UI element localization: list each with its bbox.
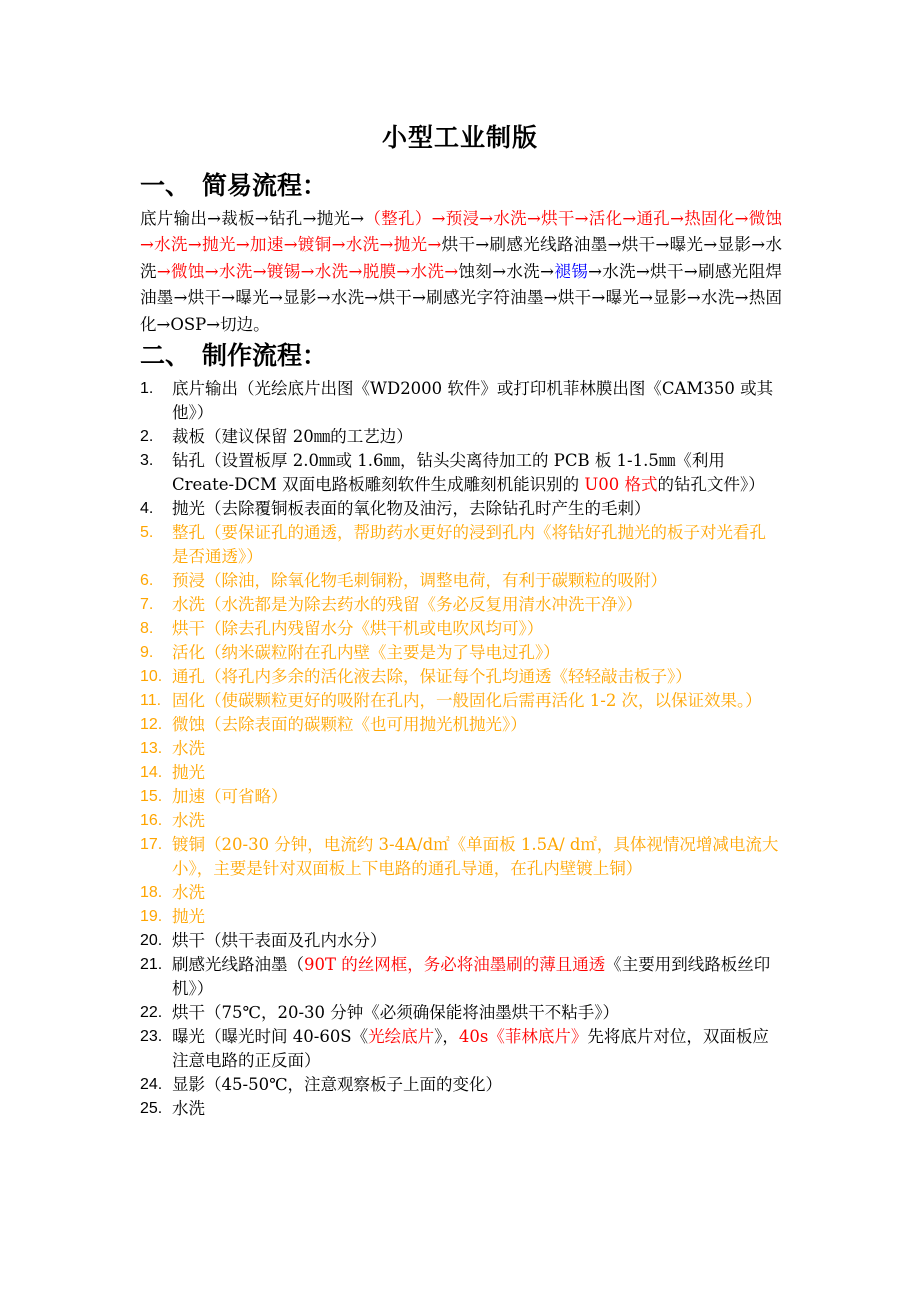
step-text: 底片输出（光绘底片出图《WD2000 软件》或打印机菲林膜出图《CAM350 或其他》） xyxy=(172,379,774,422)
step-number: 19. xyxy=(140,908,163,925)
step-number: 16. xyxy=(140,812,163,829)
step-text: 通孔（将孔内多余的活化液去除，保证每个孔均通透《轻轻敲击板子》） xyxy=(172,667,692,686)
flow-segment: 蚀刻→水洗→ xyxy=(458,261,554,281)
step-text: 整孔（要保证孔的通透，帮助药水更好的浸到孔内《将钻好孔抛光的板子对光看孔是否通透》） xyxy=(172,523,766,566)
step-item xyxy=(140,377,782,425)
step-text: 水洗（水洗都是为除去药水的残留《务必反复用清水冲洗干净》） xyxy=(172,595,643,614)
flow-segment: 褪锡 xyxy=(553,261,589,281)
step-item xyxy=(140,497,782,521)
step-item xyxy=(140,737,782,761)
step-number: 20. xyxy=(140,932,163,949)
step-text: 40s《菲林底片》 xyxy=(458,1027,588,1046)
section-number: 二、 xyxy=(140,341,191,370)
step-number: 13. xyxy=(140,740,163,757)
step-text: 刷感光线路油墨（ xyxy=(172,955,304,974)
step-number: 10. xyxy=(140,668,163,685)
step-item xyxy=(140,1073,782,1097)
step-number: 12. xyxy=(140,716,163,733)
step-item xyxy=(140,761,782,785)
step-text: 固化（使碳颗粒更好的吸附在孔内，一般固化后需再活化 1-2 次，以保证效果。） xyxy=(172,691,762,710)
step-item xyxy=(140,569,782,593)
step-text: 烘干（除去孔内残留水分《烘干机或电吹风均可》） xyxy=(172,619,544,638)
step-text: 烘干（75℃，20-30 分钟《必须确保能将油墨烘干不粘手》） xyxy=(172,1003,620,1022)
step-item xyxy=(140,929,782,953)
step-text: 抛光 xyxy=(172,907,205,926)
step-item xyxy=(140,665,782,689)
step-text: 镀铜（20-30 分钟，电流约 3-4A/d㎡《单面板 1.5A/ d㎡，具体视情况增减电流大小》，主要是针对双面板上下电路的通孔导通，在孔内壁镀上铜） xyxy=(172,835,779,878)
section-heading-process xyxy=(140,336,327,372)
flow-segment: →微蚀→水洗→镀锡→水洗→脱膜→水洗→ xyxy=(156,261,459,281)
step-text: 钻孔（设置板厚 2.0㎜或 1.6㎜，钻头尖离待加工的 PCB 板 1-1.5㎜《利用 Create-DCM 双面电路板雕刻软件生成雕刻机能识别的 xyxy=(172,451,725,494)
step-number: 2. xyxy=(140,428,154,445)
step-text: 水洗 xyxy=(172,739,205,758)
step-text: 90T 的丝网框，务必将油墨刷的薄且通透 xyxy=(304,955,606,974)
step-number: 3. xyxy=(140,452,154,469)
flow-segment: →水洗→烘干→刷感光阻焊油墨→烘干→曝光→显影→水洗→烘干→刷感光字符油墨→烘干→曝光→显影→水洗→热固化→OSP→切边。 xyxy=(140,261,783,334)
step-number: 1. xyxy=(140,380,154,397)
step-text: 抛光 xyxy=(172,763,205,782)
step-item xyxy=(140,449,782,497)
step-number: 7. xyxy=(140,596,154,613)
step-item xyxy=(140,713,782,737)
step-number: 14. xyxy=(140,764,163,781)
step-item xyxy=(140,521,782,569)
section-number: 一、 xyxy=(140,171,191,200)
step-text: 《主要用到线路板丝印机》） xyxy=(172,955,771,998)
step-item xyxy=(140,1001,782,1025)
step-item xyxy=(140,953,782,1001)
step-number: 22. xyxy=(140,1004,163,1021)
step-number: 18. xyxy=(140,884,163,901)
step-item xyxy=(140,809,782,833)
step-text: 加速（可省略） xyxy=(172,787,288,806)
step-text: 水洗 xyxy=(172,811,205,830)
step-item xyxy=(140,689,782,713)
section-title: 简易流程： xyxy=(202,171,328,200)
document-title: 小型工业制版 xyxy=(381,123,538,152)
step-text: 曝光（曝光时间 40-60S《 xyxy=(172,1027,369,1046)
step-text: 先将底片对位，双面板应注意电路的正反面） xyxy=(172,1027,769,1070)
simple-flow-paragraph xyxy=(140,206,782,338)
section-title: 制作流程： xyxy=(202,341,328,370)
step-number: 17. xyxy=(140,836,163,853)
step-item xyxy=(140,881,782,905)
step-number: 9. xyxy=(140,644,154,661)
step-number: 8. xyxy=(140,620,154,637)
step-text: 抛光（去除覆铜板表面的氧化物及油污，去除钻孔时产生的毛刺） xyxy=(172,499,651,518)
section-heading-simple xyxy=(140,166,327,202)
step-text: 水洗 xyxy=(172,883,205,902)
step-item xyxy=(140,425,782,449)
step-item xyxy=(140,1097,782,1121)
step-item xyxy=(140,833,782,881)
step-number: 11. xyxy=(140,692,162,709)
step-item xyxy=(140,905,782,929)
step-item xyxy=(140,617,782,641)
step-number: 6. xyxy=(140,572,154,589)
step-item xyxy=(140,593,782,617)
step-text: 活化（纳米碳粒附在孔内壁《主要是为了导电过孔》） xyxy=(172,643,560,662)
process-steps-list xyxy=(140,377,782,1121)
step-text: 微蚀（去除表面的碳颗粒《也可用抛光机抛光》） xyxy=(172,715,527,734)
step-text: 显影（45-50℃，注意观察板子上面的变化） xyxy=(172,1075,503,1094)
flow-segment: 烘干→刷感光线路油墨→烘干→曝光→显影→水洗 xyxy=(140,235,782,281)
step-item xyxy=(140,1025,782,1073)
step-number: 25. xyxy=(140,1100,163,1117)
step-number: 23. xyxy=(140,1028,163,1045)
step-text: 的钻孔文件》） xyxy=(657,475,765,494)
step-text: 》， xyxy=(434,1027,459,1046)
step-text: 水洗 xyxy=(172,1099,205,1118)
step-item xyxy=(140,641,782,665)
step-item xyxy=(140,785,782,809)
step-number: 15. xyxy=(140,788,163,805)
step-text: U00 格式 xyxy=(584,475,658,494)
step-text: 光绘底片 xyxy=(368,1027,435,1046)
flow-segment: （整孔）→预浸→水洗→烘干→活化→通孔→热固化→微蚀→水洗→抛光→加速→镀铜→水洗→抛光→ xyxy=(140,209,782,255)
step-number: 4. xyxy=(140,500,154,517)
step-number: 5. xyxy=(140,524,154,541)
step-number: 21. xyxy=(140,956,163,973)
step-text: 烘干（烘干表面及孔内水分） xyxy=(172,931,387,950)
step-text: 预浸（除油，除氧化物毛刺铜粉，调整电荷，有利于碳颗粒的吸附） xyxy=(172,571,667,590)
step-number: 24. xyxy=(140,1076,163,1093)
step-text: 裁板（建议保留 20㎜的工艺边） xyxy=(172,427,413,446)
flow-segment: 底片输出→裁板→钻孔→抛光→ xyxy=(140,209,365,228)
